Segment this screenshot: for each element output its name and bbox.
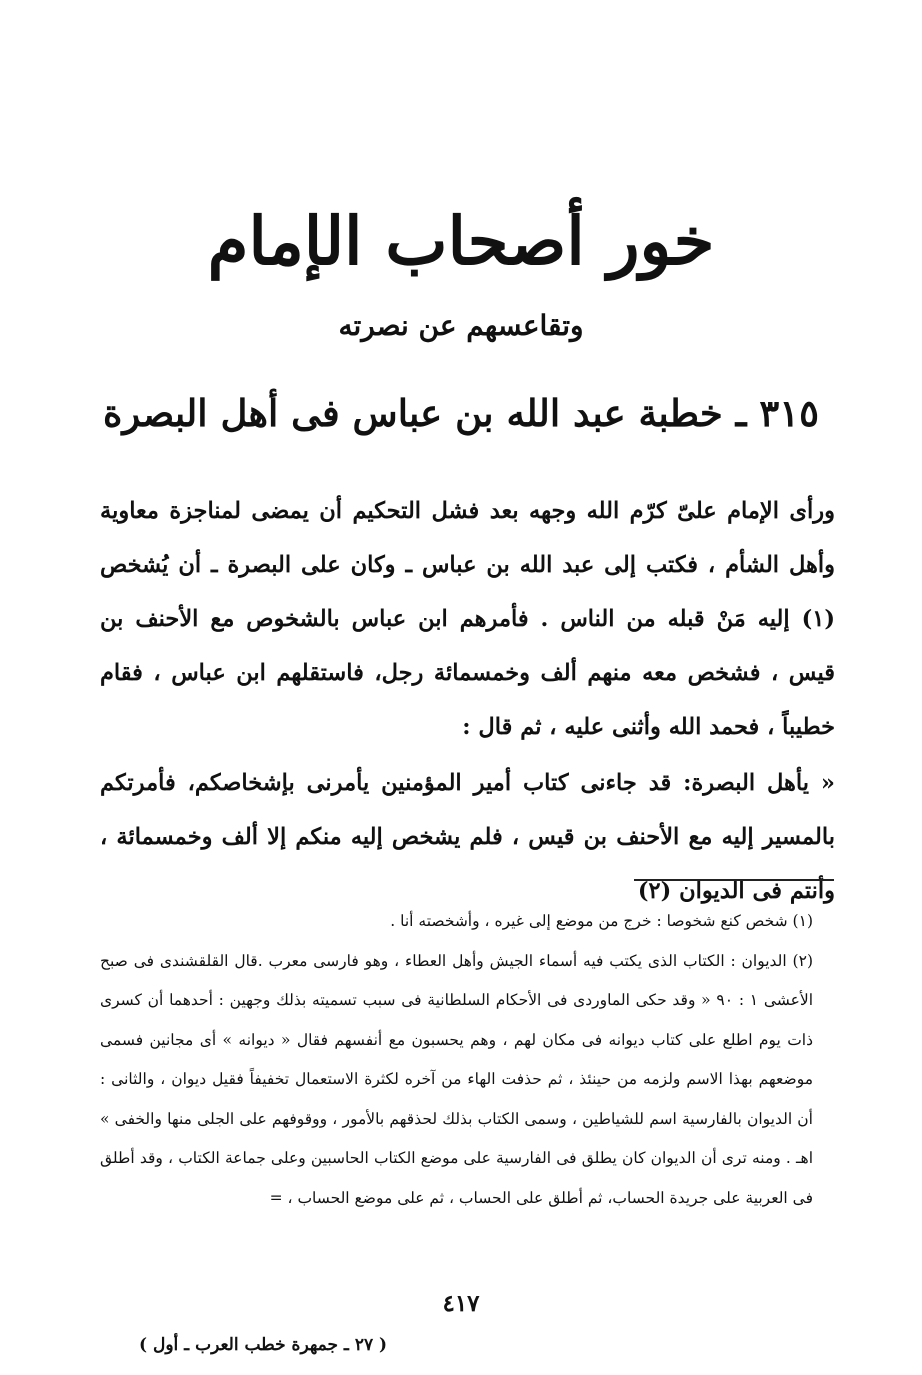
footnotes	[100, 902, 835, 1218]
footnote-2: (٢) الديوان : الكتاب الذى يكتب فيه أسماء الجيش وأهل العطاء ، وهو فارسى معرب .قال القلقشندى فى صبح الأعشى ١ : ٩٠ « وقد حكى الماوردى فى الأحكام السلطانية فى سبب تسميته بذلك وجهين : أحدهما أن كسرى ذات يوم اطلع على كتاب ديوانه فى مكان لهم ، وهم يحسبون مع أنفسهم فقال « ديوانه » أى مجانين فسمى موضعهم بهذا الاسم ولزمه من حينئذ ، ثم حذفت الهاء من آخره لكثرة الاستعمال تخفيفاً فقيل ديوان ، والثانى : أن الديوان بالفارسية اسم للشياطين ، وسمى الكتاب بذلك لحذقهم بالأمور ، ووقوفهم على الجلى منها والخفى » اهـ . ومنه ترى أن الديوان كان يطلق فى الفارسية على موضع الكتاب الحاسبين وعلى جماعة الكتاب ، وقد أطلق فى العربية على جريدة الحساب، ثم أطلق على الحساب ، ثم على موضع الحساب ، =	[100, 951, 814, 1207]
page-number: ٤١٧	[442, 1290, 480, 1317]
chapter-subtitle: وتقاعسهم عن نصرته	[338, 309, 584, 342]
section-heading	[0, 385, 922, 441]
intro-paragraph: ورأى الإمام علىّ كرّم الله وجهه بعد فشل التحكيم أن يمضى لمناجزة معاوية وأهل الشأم ، فكتب إلى عبد الله بن عباس ـ وكان على البصرة ـ أن يُشخص (١) إليه مَنْ قبله من الناس . فأمرهم ابن عباس بالشخوص مع الأحنف بن قيس ، فشخص معه منهم ألف وخمسمائة رجل، فاستقلهم ابن عباس ، فقام خطيباً ، فحمد الله وأثنى عليه ، ثم قال :	[100, 498, 835, 740]
chapter-title: خور أصحاب الإمام	[207, 202, 715, 280]
speech-quote: « يأهل البصرة: قد جاءنى كتاب أمير المؤمنين يأمرنى بإشخاصكم، فأمرتكم بالمسير إليه مع الأحنف بن قيس ، فلم يشخص إليه منكم إلا ألف وخمسمائة ، وأنتم فى الديوان (٢)	[100, 770, 835, 904]
print-signature: ( ٢٧ ـ جمهرة خطب العرب ـ أول )	[139, 1335, 388, 1355]
section-title: خطبة عبد الله بن عباس فى أهل البصرة	[102, 391, 723, 435]
footnote-divider	[634, 879, 834, 881]
main-text	[100, 484, 835, 918]
section-number: ٣١٥	[759, 391, 820, 435]
footnote-1: (١) شخص كنع شخوصا : خرج من موضع إلى غيره ، وأشخصته أنا .	[390, 912, 813, 930]
section-dash: ـ	[735, 391, 747, 435]
